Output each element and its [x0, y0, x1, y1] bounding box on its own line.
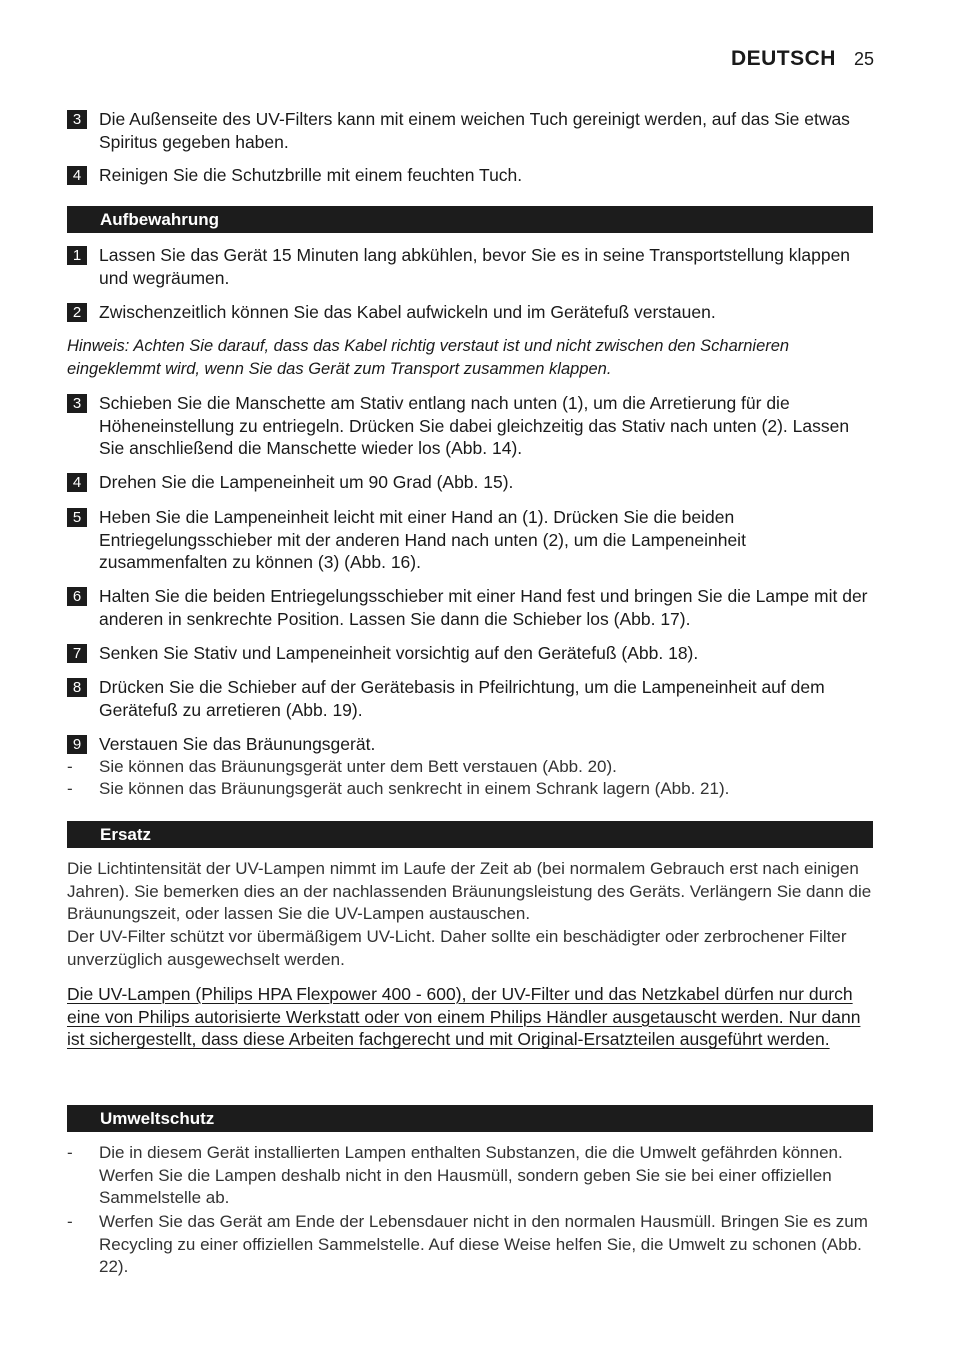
- step-item: [67, 642, 873, 665]
- step-number-badge: 1: [67, 246, 87, 265]
- step-number-badge: 4: [67, 473, 87, 492]
- step-item: [67, 108, 873, 153]
- step-text: Schieben Sie die Manschette am Stativ entlang nach unten (1), um die Arretierung für die Höheneinstellung zu entriegeln. Drücken Sie dabei gleichzeitig das Stativ nach unten (2). Lassen Sie anschließend die Manschette wieder los (Abb. 14).: [99, 393, 850, 459]
- step-text: Lassen Sie das Gerät 15 Minuten lang abkühlen, bevor Sie es in seine Transportstellung klappen und wegräumen.: [99, 245, 851, 288]
- step-number-badge: 4: [67, 166, 87, 185]
- step-text: Heben Sie die Lampeneinheit leicht mit einer Hand an (1). Drücken Sie die beiden Entriegelungsschieber mit der anderen Hand nach unten (2), um die Lampeneinheit zusammenfalten zu können (3) (Abb. 16).: [99, 507, 746, 573]
- list-item-text: Werfen Sie das Gerät am Ende der Lebensdauer nicht in den normalen Hausmüll. Bringen Sie es zum Recycling zu einer offiziellen Sammelstelle. Auf diese Weise helfen Sie, die Umwelt zu schonen (Abb. 22).: [99, 1212, 868, 1277]
- warning-text: Die UV-Lampen (Philips HPA Flexpower 400 - 600), der UV-Filter und das Netzkabel dürfen nur durch eine von Philips autorisierte Werkstatt oder von einem Philips Händler ausgetauscht werden. Nur dann ist sichergestellt, dass diese Arbeiten fachgerecht und mit Original-Ersatzteilen ausgeführt werden.: [67, 984, 861, 1050]
- step-item: [67, 676, 873, 721]
- step-number-badge: 2: [67, 303, 87, 322]
- section-heading-storage: Aufbewahrung: [67, 206, 873, 233]
- step-number-badge: 8: [67, 678, 87, 697]
- page-number: 25: [853, 49, 874, 69]
- step-item: [67, 392, 873, 460]
- list-item-text: Sie können das Bräunungsgerät auch senkrecht in einem Schrank lagern (Abb. 21).: [99, 779, 730, 798]
- list-item: [67, 1211, 873, 1279]
- step-item: [67, 733, 873, 756]
- dash-bullet: -: [67, 779, 73, 798]
- step-number-badge: 5: [67, 508, 87, 527]
- step-text: Zwischenzeitlich können Sie das Kabel aufwickeln und im Gerätefuß verstauen.: [99, 302, 716, 322]
- step-item: [67, 301, 873, 324]
- replacement-paragraph-2: Der UV-Filter schützt vor übermäßigem UV-Licht. Daher sollte ein beschädigter oder zerbrochener Filter unverzüglich ausgewechselt werden.: [67, 927, 847, 969]
- step-text: Senken Sie Stativ und Lampeneinheit vorsichtig auf den Gerätefuß (Abb. 18).: [99, 643, 699, 663]
- list-item-text: Sie können das Bräunungsgerät unter dem Bett verstauen (Abb. 20).: [99, 757, 617, 776]
- step-item: [67, 164, 873, 187]
- list-item: [67, 778, 873, 801]
- step-text: Verstauen Sie das Bräunungsgerät.: [99, 734, 376, 754]
- section-heading-replacement: Ersatz: [67, 821, 873, 848]
- step-number-badge: 9: [67, 735, 87, 754]
- dash-bullet: -: [67, 757, 73, 776]
- dash-bullet: -: [67, 1212, 73, 1231]
- list-item: [67, 756, 873, 779]
- step-item: [67, 244, 873, 289]
- step-number-badge: 7: [67, 644, 87, 663]
- language-label: DEUTSCH: [730, 47, 836, 70]
- storage-note: Hinweis: Achten Sie darauf, dass das Kabel richtig verstaut ist und nicht zwischen den Scharnieren eingeklemmt wird, wenn Sie das Gerät zum Transport zusammen klappen.: [67, 337, 790, 378]
- list-item: [67, 1142, 873, 1210]
- step-text: Reinigen Sie die Schutzbrille mit einem feuchten Tuch.: [99, 165, 523, 185]
- step-item: [67, 506, 873, 574]
- dash-bullet: -: [67, 1143, 73, 1162]
- step-number-badge: 3: [67, 394, 87, 413]
- step-item: [67, 471, 873, 494]
- step-text: Drehen Sie die Lampeneinheit um 90 Grad (Abb. 15).: [99, 472, 514, 492]
- section-heading-environment: Umweltschutz: [67, 1105, 873, 1132]
- step-text: Drücken Sie die Schieber auf der Gerätebasis in Pfeilrichtung, um die Lampeneinheit auf dem Gerätefuß zu arretieren (Abb. 19).: [99, 677, 825, 720]
- step-text: Halten Sie die beiden Entriegelungsschieber mit einer Hand fest und bringen Sie die Lampe mit der anderen in senkrechte Position. Lassen Sie dann die Schieber los (Abb. 17).: [99, 586, 868, 629]
- step-number-badge: 6: [67, 587, 87, 606]
- page-header: [731, 47, 874, 71]
- replacement-warning: [67, 983, 873, 1051]
- list-item-text: Die in diesem Gerät installierten Lampen enthalten Substanzen, die die Umwelt gefährden können. Werfen Sie die Lampen deshalb nicht in den Hausmüll, sondern geben Sie sie bei einer offiziellen Sammelstelle ab.: [99, 1143, 843, 1208]
- step-item: [67, 585, 873, 630]
- step-number-badge: 3: [67, 110, 87, 129]
- replacement-paragraph: Die Lichtintensität der UV-Lampen nimmt im Laufe der Zeit ab (bei normalem Gebrauch erst nach einigen Jahren). Sie bemerken dies an der nachlassenden Bräunungsleistung des Geräts. Verlängern Sie dann die Bräunungszeit, oder lassen Sie die UV-Lampen austauschen.: [67, 859, 872, 924]
- step-text: Die Außenseite des UV-Filters kann mit einem weichen Tuch gereinigt werden, auf das Sie etwas Spiritus gegeben haben.: [99, 109, 850, 152]
